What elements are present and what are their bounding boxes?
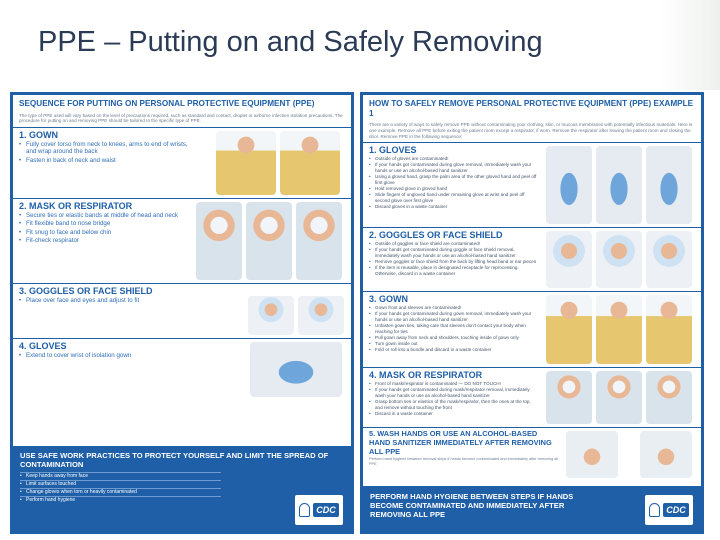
bullet: • Outside of gloves are contaminated! — [369, 156, 539, 162]
section-title: 5. WASH HANDS OR USE AN ALCOHOL-BASED HAND SANITIZER IMMEDIATELY AFTER REMOVING ALL PPE — [369, 429, 552, 456]
cdc-logo-text: CDC — [663, 503, 689, 517]
bullet: • Discard in a waste container — [369, 411, 539, 417]
donning-step-goggles — [13, 283, 351, 338]
bullet: • Fold or roll into a bundle and discard in a waste container — [369, 347, 539, 353]
bullet: • If your hands get contaminated during mask/respirator removal, immediately wash your hands or use an alcohol-based hand sanitizer — [369, 387, 539, 398]
safe-practices-title: USE SAFE WORK PRACTICES TO PROTECT YOURSELF AND LIMIT THE SPREAD OF CONTAMINATION — [20, 451, 329, 469]
bullet: • If your hands get contaminated during gown removal, immediately wash your hands or use an alcohol-based hand sanitizer — [369, 311, 539, 322]
doffing-poster — [360, 92, 704, 534]
donning-step-gown — [13, 127, 351, 198]
hand-washing-illustration — [566, 431, 618, 478]
donning-step-gloves — [13, 338, 351, 400]
gloves-illustration — [250, 342, 342, 397]
doffing-step-gown — [363, 291, 701, 367]
bullet: • Fully cover torso from neck to knees, arms to end of wrists, and wrap around the back — [19, 141, 189, 155]
section-title: 2. MASK OR RESPIRATOR — [19, 201, 133, 212]
bullet: • Fit snug to face and below chin — [19, 229, 189, 236]
bullet: • If your hands get contaminated during goggle or face shield removal, immediately wash your hands or use an alcohol-based hand sanitizer — [369, 247, 539, 258]
hand-hygiene-footnote: Perform hand hygiene between removal steps if hands become contaminated and immediately after removing all PPE — [369, 457, 559, 466]
section-title: 1. GLOVES — [369, 145, 417, 156]
mask-illustration — [196, 202, 242, 280]
glove-removal-3-illustration — [646, 146, 692, 224]
bullet: • Front of mask/respirator is contaminated — DO NOT TOUCH! — [369, 381, 539, 387]
face-shield-removal-2-illustration — [646, 231, 692, 288]
face-shield-illustration — [298, 296, 344, 335]
goggles-illustration — [248, 296, 294, 335]
respirator-front-illustration — [296, 202, 342, 280]
bullet: • Fit flexible band to nose bridge — [19, 220, 189, 227]
gown-illustration — [216, 131, 276, 195]
section-title: 1. GOWN — [19, 130, 59, 141]
slide-title: PPE – Putting on and Safely Removing — [38, 26, 543, 58]
practice-item: • Limit surfaces touched — [20, 480, 221, 488]
donning-heading: SEQUENCE FOR PUTTING ON PERSONAL PROTECTIVE EQUIPMENT (PPE) — [19, 99, 315, 108]
mask-removal-3-illustration — [646, 371, 692, 424]
hhs-emblem-icon — [299, 503, 310, 517]
hand-hygiene-band-title: PERFORM HAND HYGIENE BETWEEN STEPS IF HANDS BECOME CONTAMINATED AND IMMEDIATELY AFTER REMOVING ALL PPE — [370, 492, 574, 519]
cdc-logo — [645, 495, 693, 525]
bullet: • Pull gown away from neck and shoulders, touching inside of gown only — [369, 335, 539, 341]
glove-removal-1-illustration — [546, 146, 592, 224]
doffing-step-gloves — [363, 142, 701, 227]
doffing-heading: HOW TO SAFELY REMOVE PERSONAL PROTECTIVE EQUIPMENT (PPE) EXAMPLE 1 — [369, 99, 694, 118]
donning-intro: The type of PPE used will vary based on the level of precautions required, such as standard and contact, droplet or airborne infection isolation precautions. The procedure for putting on and removing PPE should be tailored to the specific type of PPE. — [19, 112, 343, 124]
bullet: • Fasten in back of neck and waist — [19, 157, 189, 164]
bullet: • Gown front and sleeves are contaminated! — [369, 305, 539, 311]
bullet: • Grasp bottom ties or elastics of the mask/respirator, then the ones at the top, and remove without touching the front — [369, 399, 539, 410]
section-title: 4. MASK OR RESPIRATOR — [369, 370, 483, 381]
bullet: • Fit-check respirator — [19, 237, 189, 244]
bullet: • Outside of goggles or face shield are contaminated! — [369, 241, 539, 247]
gown-removal-3-illustration — [646, 295, 692, 364]
safe-practices-band — [13, 446, 351, 531]
bullet: • Hold removed glove in gloved hand — [369, 186, 539, 192]
bullet: • If the item is reusable, place in designated receptacle for reprocessing. Otherwise, discard in a waste container — [369, 265, 539, 276]
slide-decoration — [660, 0, 720, 90]
bullet: • Secure ties or elastic bands at middle of head and neck — [19, 212, 189, 219]
face-shield-removal-1-illustration — [596, 231, 642, 288]
gown-back-illustration — [280, 131, 340, 195]
hhs-emblem-icon — [649, 503, 660, 517]
doffing-step-wash — [363, 427, 701, 481]
donning-step-mask — [13, 198, 351, 283]
hand-hygiene-band — [363, 486, 701, 531]
section-title: 3. GOWN — [369, 294, 409, 305]
doffing-step-goggles — [363, 227, 701, 291]
gown-removal-2-illustration — [596, 295, 642, 364]
bullet: • Discard gloves in a waste container — [369, 204, 539, 210]
cdc-logo — [295, 495, 343, 525]
glove-removal-2-illustration — [596, 146, 642, 224]
bullet: • Extend to cover wrist of isolation gown — [19, 352, 189, 359]
section-title: 4. GLOVES — [19, 341, 67, 352]
bullet: • Unfasten gown ties, taking care that sleeves don't contact your body when reaching for ties — [369, 323, 539, 334]
practice-item: • Change gloves when torn or heavily contaminated — [20, 488, 221, 496]
doffing-intro: There are a variety of ways to safely remove PPE without contaminating your clothing, skin, or mucous membranes with potentially infectious materials. Here is one example. Remove all PPE before exiting the patient room except a respirator, if worn. Remove the respirator after leaving the patient room and closing the door. Remove PPE in the following sequence: — [369, 122, 693, 139]
mask-removal-1-illustration — [546, 371, 592, 424]
practice-item: • Keep hands away from face — [20, 472, 221, 480]
bullet: • Place over face and eyes and adjust to fit — [19, 297, 189, 304]
bullet: • Slide fingers of ungloved hand under remaining glove at wrist and peel off second glove over first glove — [369, 192, 539, 203]
section-title: 2. GOGGLES OR FACE SHIELD — [369, 230, 503, 241]
cdc-logo-text: CDC — [313, 503, 339, 517]
gown-removal-1-illustration — [546, 295, 592, 364]
doffing-step-mask — [363, 367, 701, 427]
bullet: • Turn gown inside out — [369, 341, 539, 347]
section-title: 3. GOGGLES OR FACE SHIELD — [19, 286, 153, 297]
mask-removal-2-illustration — [596, 371, 642, 424]
goggles-removal-illustration — [546, 231, 592, 288]
bullet: • If your hands get contaminated during glove removal, immediately wash your hands or use an alcohol-based hand sanitizer — [369, 162, 539, 173]
bullet: • Remove goggles or face shield from the back by lifting head band or ear pieces — [369, 259, 539, 265]
practice-item: • Perform hand hygiene — [20, 496, 221, 504]
bullet: • Using a gloved hand, grasp the palm area of the other gloved hand and peel off first glove — [369, 174, 539, 185]
donning-poster — [10, 92, 354, 534]
respirator-side-illustration — [246, 202, 292, 280]
hand-sanitizer-illustration — [640, 431, 692, 478]
